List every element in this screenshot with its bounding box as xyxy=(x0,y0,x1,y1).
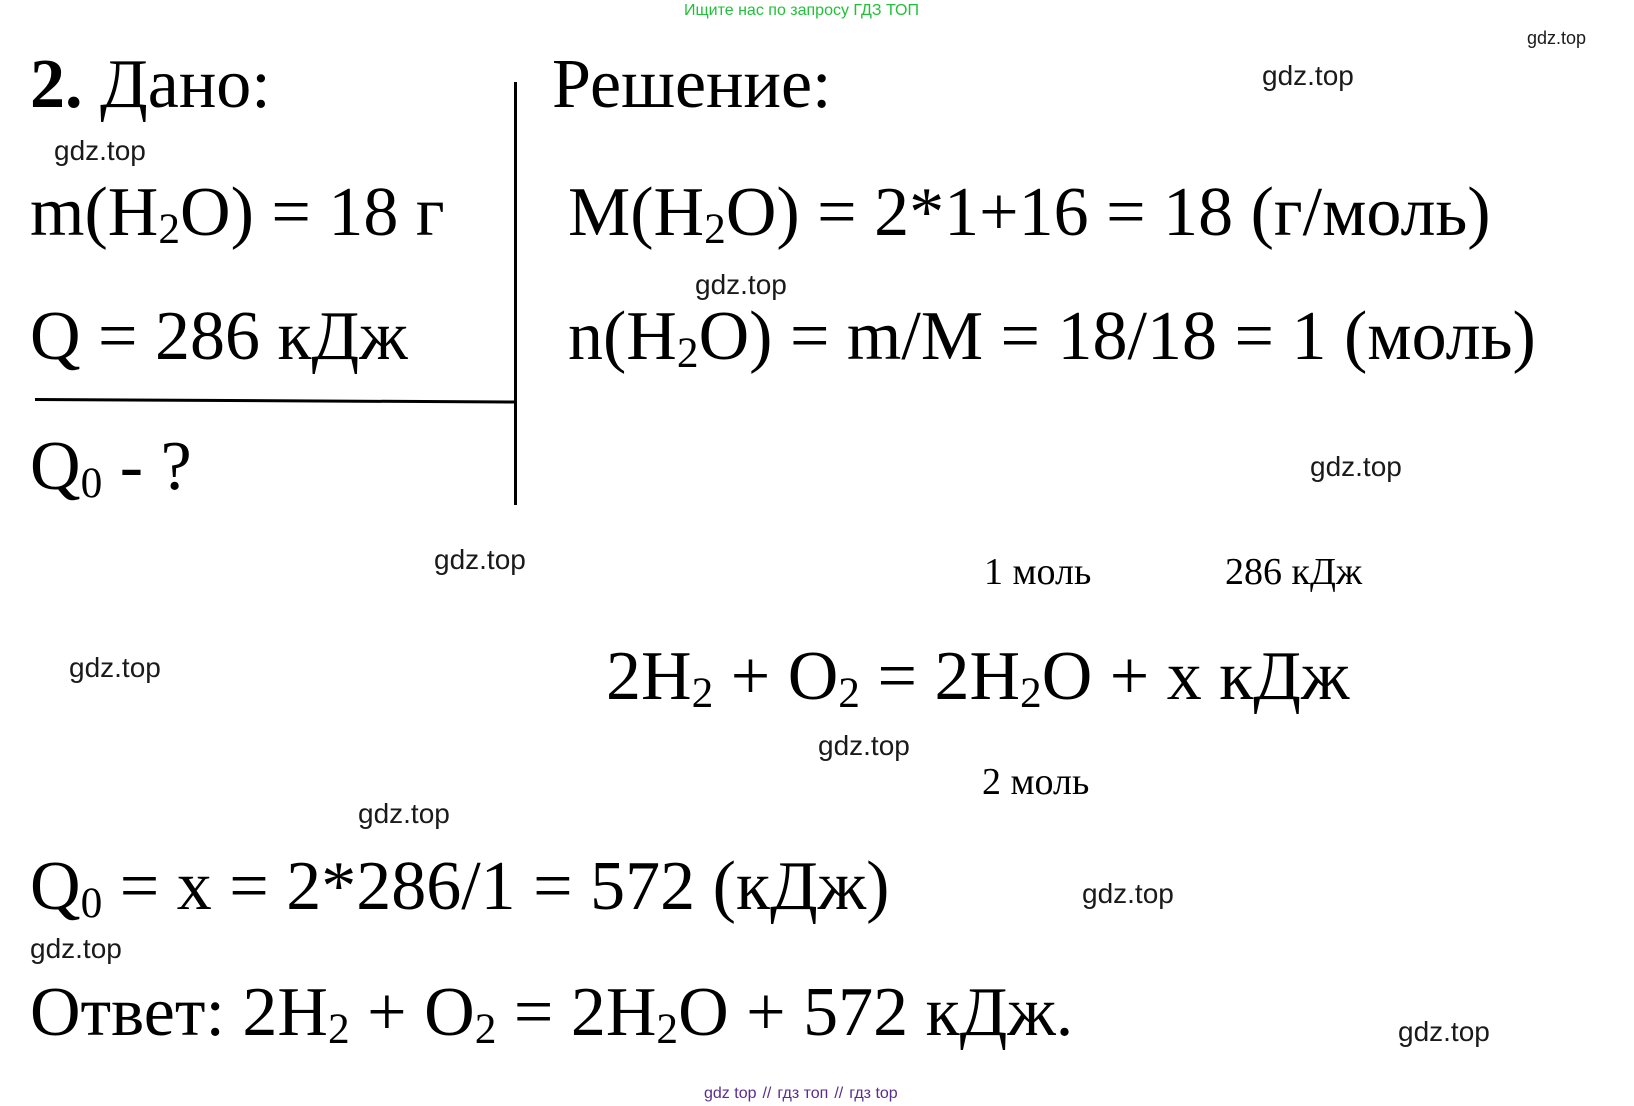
result-line: $Q_0 = x = 2*286/1 = 572$ (кДж) xyxy=(30,848,890,927)
amount-line: $n(H_2O) = m/M = 18/18 = 1$ (моль) xyxy=(568,298,1536,377)
bottom-banner-separator: // xyxy=(762,1085,772,1102)
watermark-text: gdz.top xyxy=(54,135,146,166)
watermark-text: gdz.top xyxy=(69,652,161,683)
vertical-divider xyxy=(514,82,517,505)
equation-above-left: 1 моль xyxy=(984,551,1092,593)
equation-below: 2 моль xyxy=(982,761,1090,803)
watermark-text: gdz.top xyxy=(30,933,122,964)
watermark-text: gdz.top xyxy=(1262,60,1354,91)
bottom-banner-separator: // xyxy=(834,1085,844,1102)
watermark-text: gdz.top xyxy=(695,269,787,300)
horizontal-divider xyxy=(35,398,516,404)
watermark-text: gdz.top xyxy=(1310,451,1402,482)
watermark-text: gdz.top xyxy=(434,544,526,575)
molar-mass-line: $M(H_2O) = 2*1+16 = 18$ (г/моль) xyxy=(568,174,1491,253)
watermark-text: gdz.top xyxy=(1082,878,1174,909)
given-heat: Q = 286 кДж xyxy=(30,298,408,375)
watermark-text: gdz.top xyxy=(358,798,450,829)
solution-label: Решение: xyxy=(552,46,832,123)
watermark-text: gdz.top xyxy=(818,730,910,761)
given-label: Дано: xyxy=(100,46,271,123)
bottom-banner-link[interactable]: gdz top xyxy=(704,1085,757,1102)
given-header xyxy=(30,46,271,123)
bottom-banner xyxy=(704,1085,898,1103)
bottom-banner-link[interactable]: гдз топ xyxy=(777,1085,829,1102)
top-banner-text: Ищите нас по запросу ГДЗ ТОП xyxy=(684,2,919,19)
watermark-text: gdz.top xyxy=(1527,28,1587,48)
watermark-text: gdz.top xyxy=(1398,1016,1490,1047)
task-number: 2. xyxy=(30,46,83,123)
given-mass: $m(H_2O) = 18$ г xyxy=(30,174,445,253)
equation-above-right: 286 кДж xyxy=(1225,551,1363,593)
reaction-equation: $2H_2 + O_2 = 2H_2O + x$ кДж xyxy=(606,638,1350,717)
bottom-banner-link[interactable]: гдз top xyxy=(849,1085,898,1102)
find-heat: $Q_0$ - ? xyxy=(30,428,192,507)
answer-line: Ответ: $2H_2 + O_2 = 2H_2O + 572$ кДж. xyxy=(30,974,1074,1053)
